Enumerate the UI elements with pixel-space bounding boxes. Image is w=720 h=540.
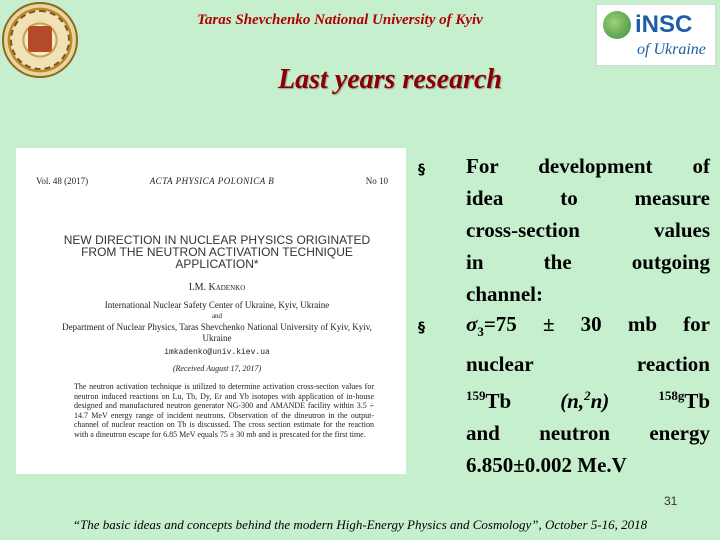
paper-journal: ACTA PHYSICA POLONICA B [149, 176, 275, 186]
paper-image [16, 148, 406, 474]
page-number: 31 [664, 494, 678, 508]
university-name: Taras Shevchenko National University of Kyiv [197, 12, 483, 28]
paper-affiliations [56, 300, 378, 344]
isotope-1-mass: 159 [466, 388, 486, 404]
bullet-1-line-4: in the outgoing [466, 250, 710, 274]
globe-icon [603, 11, 631, 39]
bullet-item-2 [418, 308, 710, 481]
cross-section-value: =75 ± 30 mb for [483, 312, 710, 336]
paper-email: imkadenko@univ.kiev.ua [164, 348, 270, 357]
bullet-2-line-3 [466, 380, 710, 417]
paper-abstract: The neutron activation technique is utilized to determine activation cross-section values for neutron induced reactions on Lu, Tb, Dy, Er and Yb isotopes with application of in-house designed and manufactured neutron generator NG-300 and AMANDE facility within 3.5 ÷ 14.7 MeV energy range of incident neutrons. Observation of the dineutron in the output-channel of nuclear reaction on Tb is discussed. The cross section estimate for the reaction with a dineutron escape for 6.85 MeV equals 75 ± 30 mb and is prescated for the first time. [74, 382, 374, 439]
paper-title: NEW DIRECTION IN NUCLEAR PHYSICS ORIGINATED FROM THE NEUTRON ACTIVATION TECHNIQUE APPLICATION* [63, 233, 371, 271]
bullet-1-line-1: For development of [466, 154, 710, 178]
bullet-list [418, 150, 710, 481]
bullet-1-line-2: idea to measure [466, 186, 710, 210]
bullet-2-line-2: nuclear reaction [466, 352, 710, 377]
isotope-2: Tb [684, 389, 710, 414]
insc-logo-subtitle: of Ukraine [637, 41, 706, 58]
isotope-2-mass: 158g [658, 388, 685, 404]
paper-author: I.M. Kadenko [188, 282, 246, 293]
insc-logo [596, 4, 716, 66]
paper-affiliation-1: International Nuclear Safety Center of Ukraine, Kyiv, Ukraine [104, 300, 330, 310]
bullet-marker: § [418, 320, 425, 336]
paper-received: (Received August 17, 2017) [172, 364, 262, 373]
paper-affiliation-2: Department of Nuclear Physics, Taras Shevchenko National University of Kyiv, Kyiv, Ukraine [62, 322, 372, 343]
paper-volume: Vol. 48 (2017) [36, 176, 89, 186]
bullet-1-line-3: cross-section values [466, 218, 710, 242]
bullet-1-line-5: channel: [466, 282, 544, 306]
paper-and: and [211, 312, 223, 320]
insc-logo-text: iNSC [635, 11, 693, 38]
slide-title: Last years research [278, 64, 502, 95]
isotope-1: Tb [485, 389, 512, 414]
sigma-symbol: σ [466, 312, 478, 336]
slide-footer: “The basic ideas and concepts behind the modern High-Energy Physics and Cosmology”, October 5-16, 2018 [72, 517, 648, 532]
sigma-subscript: 3 [477, 324, 484, 340]
seal-emblem [28, 26, 52, 52]
bullet-item-1 [418, 150, 710, 310]
bullet-2-line-4: and neutron energy [466, 421, 710, 446]
paper-number: No 10 [365, 176, 388, 186]
bullet-2-line-1 [466, 308, 710, 348]
reaction-notation: (n,$^2$n) [560, 388, 610, 414]
bullet-2-line-5: 6.850±0.002 Me.V [466, 453, 627, 478]
bullet-marker: § [418, 162, 425, 178]
